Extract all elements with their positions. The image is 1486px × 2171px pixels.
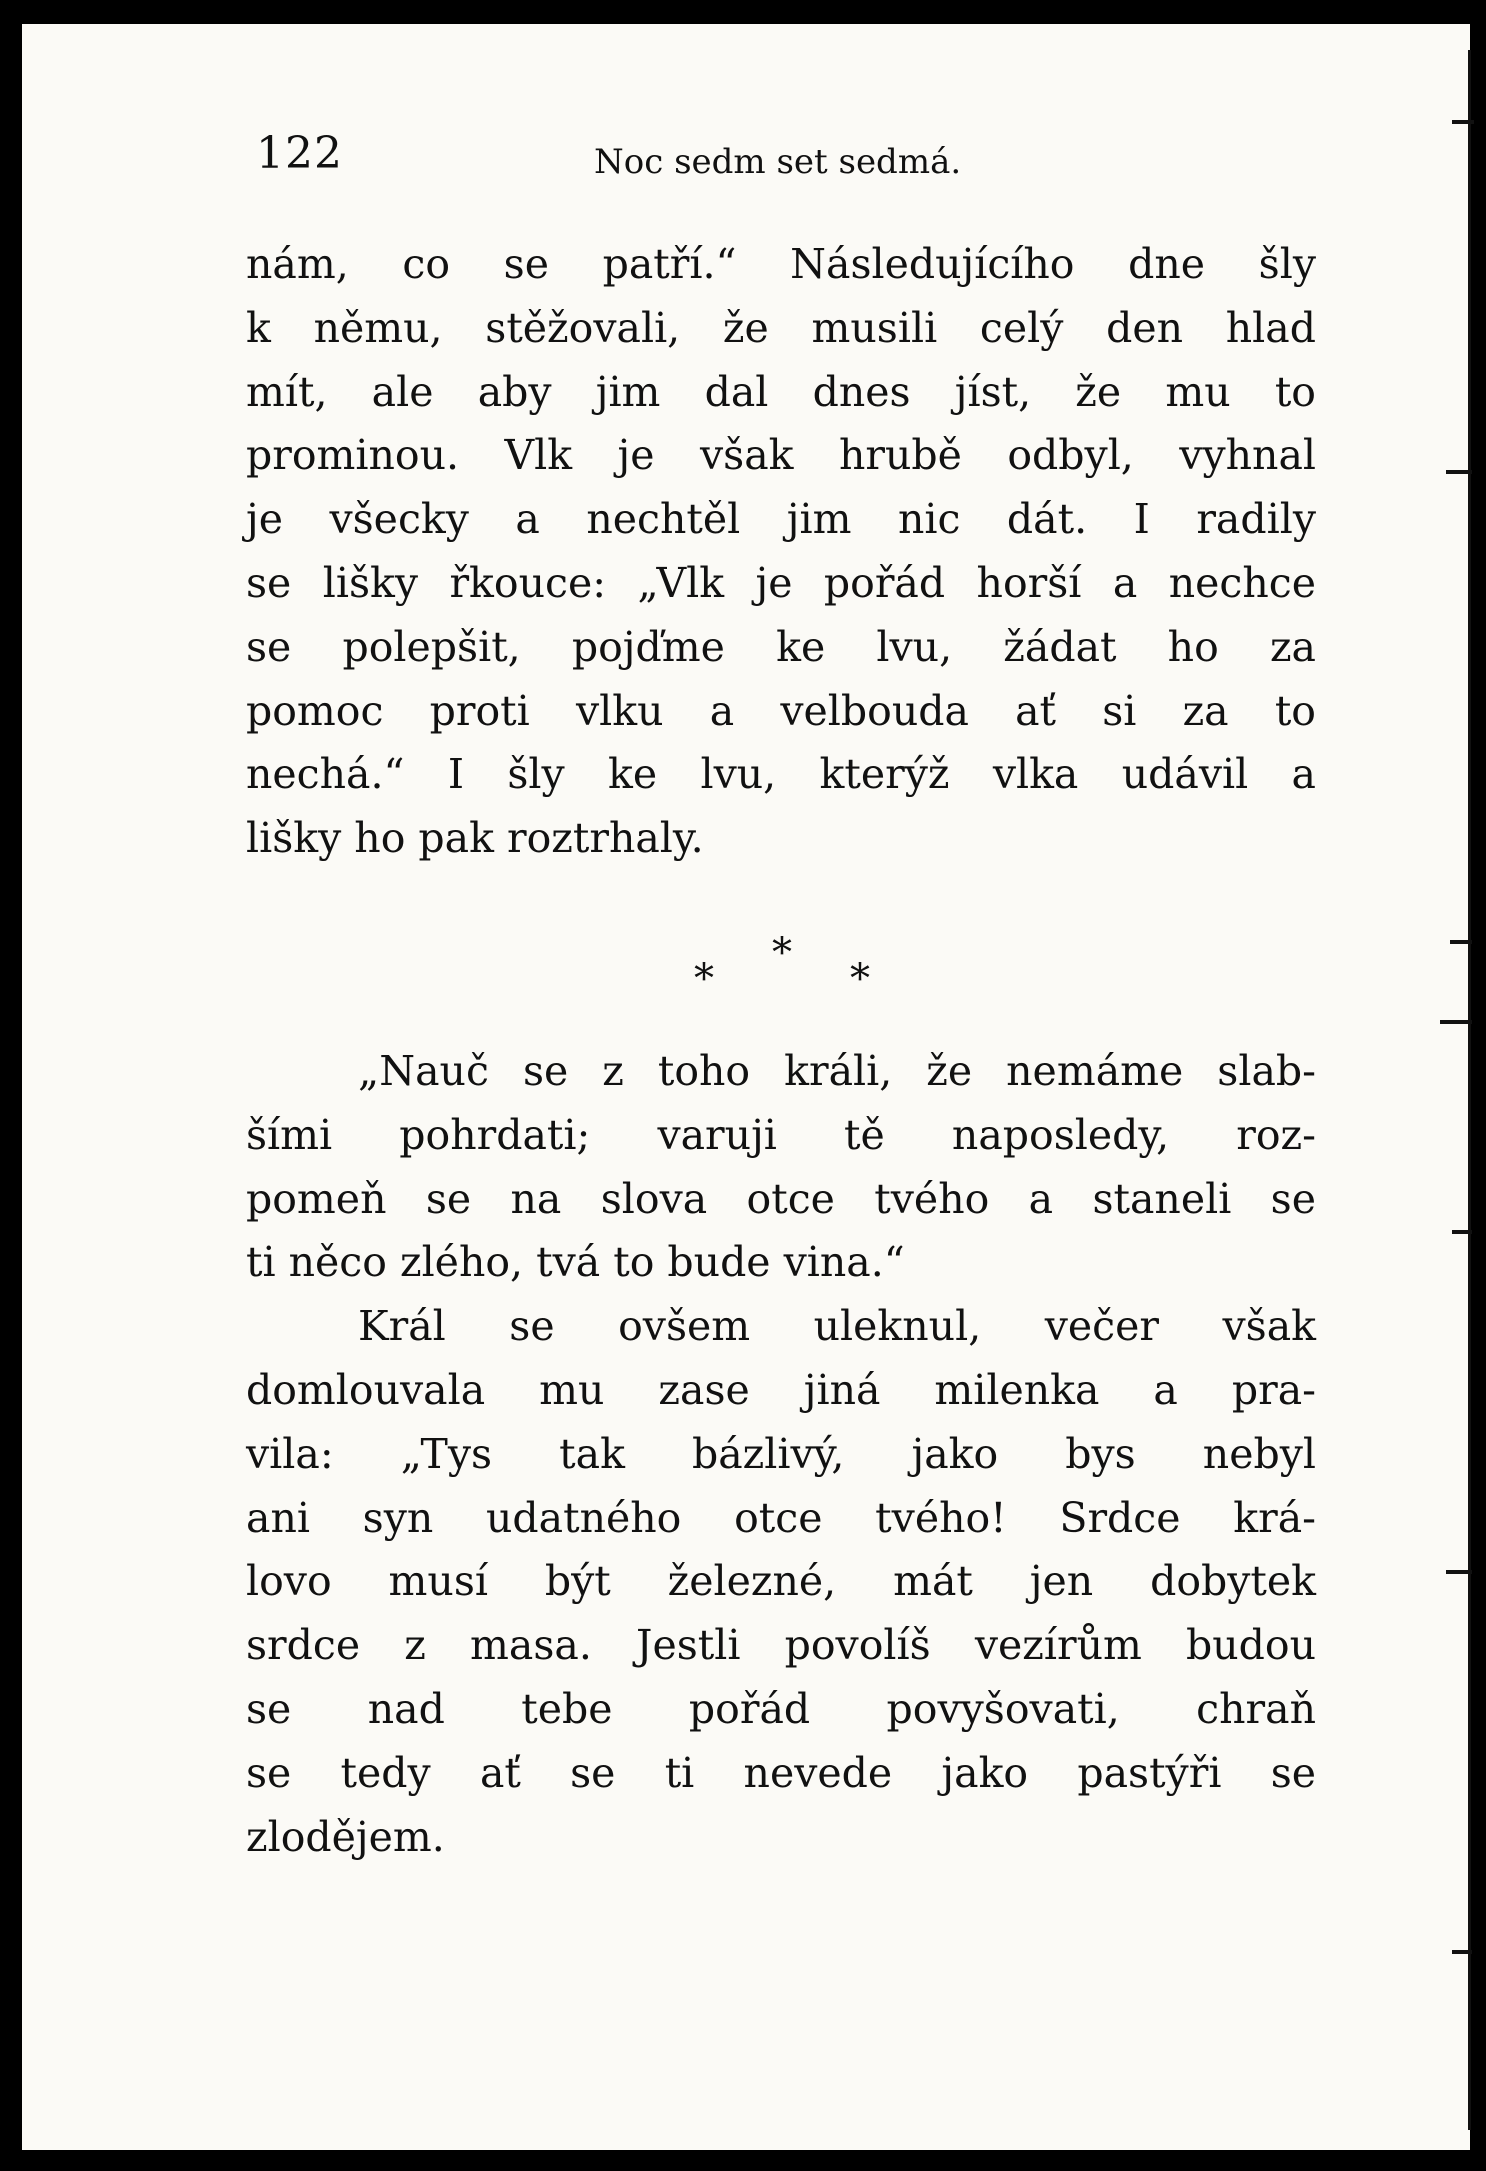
asterisk: * — [772, 930, 792, 976]
text-line: lovo musí být železné, mát jen dobytek — [246, 1557, 1316, 1606]
text-line: pomoc proti vlku a velbouda ať si za to — [246, 686, 1316, 735]
text-line: je všecky a nechtěl jim nic dát. I radily — [246, 495, 1316, 544]
running-head: Noc sedm set sedmá. — [594, 142, 962, 182]
text-line: nám, co se patří.“ Následujícího dne šly — [246, 240, 1316, 288]
text-line: se tedy ať se ti nevede jako pastýři se — [246, 1748, 1316, 1797]
text-line: šími pohrdati; varuji tě naposledy, roz- — [246, 1110, 1316, 1159]
text-line: „Nauč se z toho králi, že nemáme slab- — [358, 1047, 1316, 1095]
edge-tick — [1446, 470, 1472, 474]
text-line: nechá.“ I šly ke lvu, kterýž vlka udávil a — [246, 750, 1316, 799]
page-edge-line — [1468, 50, 1471, 2130]
text-second-section — [246, 1040, 1316, 1869]
text-line: mít, ale aby jim dal dnes jíst, že mu to — [246, 367, 1316, 416]
text-line: ti něco zlého, tvá to bude vina.“ — [246, 1238, 905, 1287]
text-line: se nad tebe pořád povyšovati, chraň — [246, 1684, 1316, 1733]
text-line: vila: „Tys tak bázlivý, jako bys nebyl — [246, 1429, 1316, 1478]
edge-tick — [1446, 1570, 1472, 1574]
paragraph-continuation — [246, 233, 1316, 871]
text-line: prominou. Vlk je však hrubě odbyl, vyhnal — [246, 431, 1316, 480]
edge-tick — [1450, 940, 1472, 944]
edge-tick — [1452, 1230, 1472, 1234]
edge-tick — [1440, 1020, 1472, 1024]
asterisk: * — [850, 956, 870, 1002]
text-line: domlouvala mu zase jiná milenka a pra- — [246, 1365, 1316, 1414]
paragraph-king — [246, 1295, 1316, 1869]
paragraph-quote — [246, 1040, 1316, 1295]
text-line: se polepšit, pojďme ke lvu, žádat ho za — [246, 622, 1316, 671]
text-line: se lišky řkouce: „Vlk je pořád horší a nechce — [246, 558, 1316, 607]
edge-tick — [1452, 120, 1474, 124]
asterisk: * — [694, 956, 714, 1002]
text-line: ani syn udatného otce tvého! Srdce krá- — [246, 1493, 1316, 1542]
edge-tick — [1452, 1950, 1472, 1954]
section-ornament — [680, 930, 900, 1000]
text-line: lišky ho pak roztrhaly. — [246, 814, 704, 863]
text-line: zlodějem. — [246, 1812, 445, 1861]
text-line: k němu, stěžovali, že musili celý den hlad — [246, 303, 1316, 352]
page-header — [256, 128, 1316, 188]
text-line: srdce z masa. Jestli povolíš vezírům budou — [246, 1621, 1316, 1670]
page-number: 122 — [256, 128, 343, 179]
text-line: pomeň se na slova otce tvého a staneli se — [246, 1174, 1316, 1223]
text-line: Král se ovšem uleknul, večer však — [358, 1302, 1316, 1351]
